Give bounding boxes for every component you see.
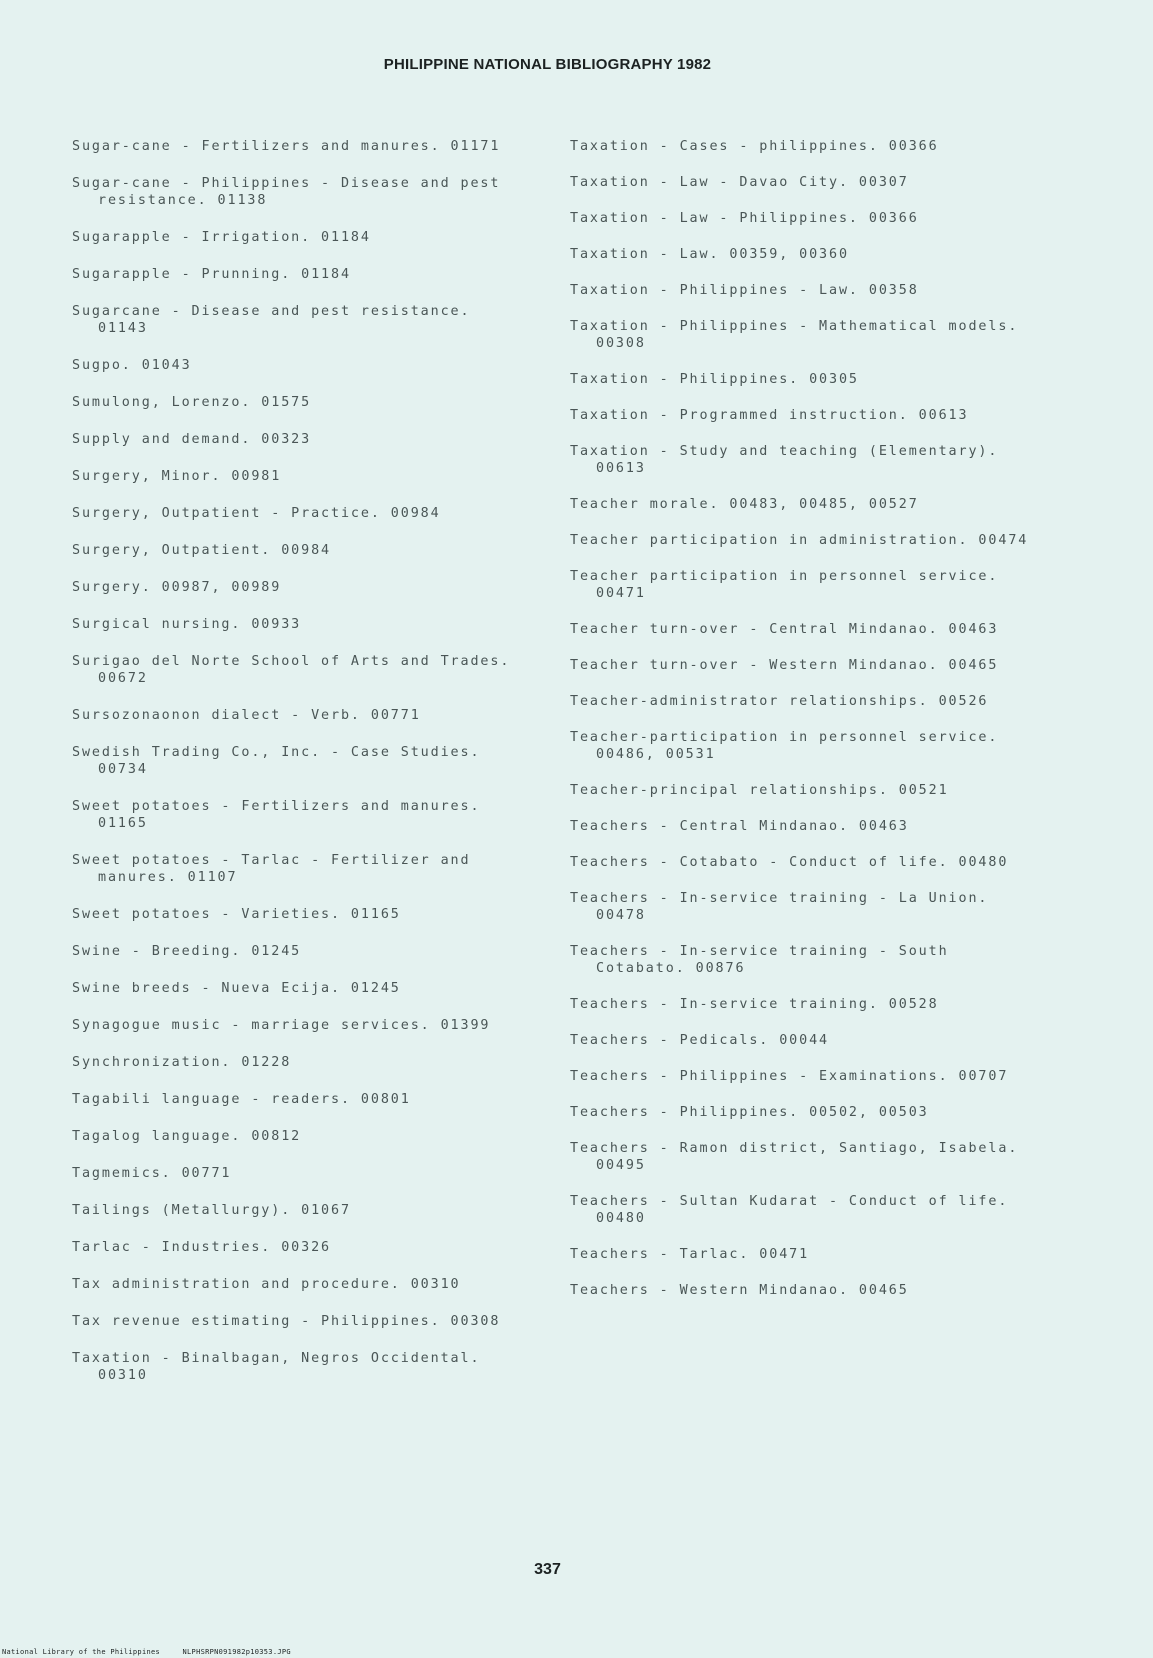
footer	[2, 1648, 309, 1656]
index-entry: Tarlac - Industries. 00326	[72, 1240, 332, 1255]
index-entry: Sugpo. 01043	[72, 358, 192, 373]
index-entry: Teachers - Western Mindanao. 00465	[570, 1283, 909, 1298]
index-entry: Taxation - Law - Philippines. 00366	[570, 211, 919, 226]
index-entry: Tax revenue estimating - Philippines. 00308	[72, 1314, 501, 1329]
index-entry: Taxation - Philippines - Mathematical models. 00308	[570, 319, 1019, 351]
index-entry: Teachers - Philippines - Examinations. 00707	[570, 1069, 1009, 1084]
footer-library: National Library of the Philippines	[2, 1648, 161, 1656]
index-entry: Surgery. 00987, 00989	[72, 580, 282, 595]
index-entry: Teacher-participation in personnel service. 00486, 00531	[570, 730, 999, 762]
index-entry: Taxation - Philippines - Law. 00358	[570, 283, 919, 298]
index-entry: Teachers - Tarlac. 00471	[570, 1247, 810, 1262]
index-entry: Synagogue music - marriage services. 01399	[72, 1018, 491, 1033]
index-entry: Teacher turn-over - Western Mindanao. 00465	[570, 658, 999, 673]
index-entry: Teacher-administrator relationships. 00526	[570, 694, 989, 709]
index-entry: Surgery, Outpatient. 00984	[72, 543, 332, 558]
index-entry: Swine - Breeding. 01245	[72, 944, 302, 959]
index-entry: Sugar-cane - Fertilizers and manures. 01171	[72, 139, 501, 154]
index-entry: Teacher participation in administration. 00474	[570, 533, 1029, 548]
index-entry: Tagalog language. 00812	[72, 1129, 302, 1144]
index-entry: Surigao del Norte School of Arts and Trades. 00672	[72, 654, 511, 686]
index-entry: Teachers - In-service training. 00528	[570, 997, 939, 1012]
index-entry: Teachers - Philippines. 00502, 00503	[570, 1105, 929, 1120]
footer-file: NLPHSRPN091982p10353.JPG	[182, 1648, 291, 1656]
index-entry: Taxation - Study and teaching (Elementary). 00613	[570, 444, 999, 476]
index-entry: Teachers - Central Mindanao. 00463	[570, 819, 909, 834]
index-entry: Tax administration and procedure. 00310	[72, 1277, 461, 1292]
index-entry: Teachers - Sultan Kudarat - Conduct of life. 00480	[570, 1194, 1009, 1226]
index-entry: Sumulong, Lorenzo. 01575	[72, 395, 312, 410]
index-entry: Swine breeds - Nueva Ecija. 01245	[72, 981, 401, 996]
index-entry: Taxation - Cases - philippines. 00366	[570, 139, 939, 154]
left-column	[72, 138, 512, 1404]
index-entry: Sweet potatoes - Tarlac - Fertilizer and manures. 01107	[72, 853, 471, 885]
index-entry: Tagmemics. 00771	[72, 1166, 232, 1181]
index-entry: Sugarcane - Disease and pest resistance. 01143	[72, 304, 471, 336]
index-entry: Taxation - Law - Davao City. 00307	[570, 175, 909, 190]
page-number: 337	[534, 1561, 561, 1578]
index-entry: Tailings (Metallurgy). 01067	[72, 1203, 351, 1218]
index-entry: Taxation - Binalbagan, Negros Occidental. 00310	[72, 1351, 481, 1383]
index-entry: Teachers - In-service training - La Union. 00478	[570, 891, 989, 923]
index-entry: Sursozonaonon dialect - Verb. 00771	[72, 708, 421, 723]
index-entry: Teacher turn-over - Central Mindanao. 00463	[570, 622, 999, 637]
index-entry: Taxation - Law. 00359, 00360	[570, 247, 849, 262]
index-entry: Teacher-principal relationships. 00521	[570, 783, 949, 798]
index-entry: Teacher morale. 00483, 00485, 00527	[570, 497, 919, 512]
right-column	[570, 138, 1040, 1318]
index-entry: Sugarapple - Irrigation. 01184	[72, 230, 371, 245]
index-entry: Taxation - Programmed instruction. 00613	[570, 408, 969, 423]
index-entry: Tagabili language - readers. 00801	[72, 1092, 411, 1107]
index-entry: Surgery, Outpatient - Practice. 00984	[72, 506, 441, 521]
index-entry: Synchronization. 01228	[72, 1055, 292, 1070]
index-entry: Teachers - Ramon district, Santiago, Isabela. 00495	[570, 1141, 1019, 1173]
index-entry: Sweet potatoes - Varieties. 01165	[72, 907, 401, 922]
index-entry: Teachers - In-service training - South Cotabato. 00876	[570, 944, 949, 976]
index-entry: Taxation - Philippines. 00305	[570, 372, 859, 387]
index-entry: Surgical nursing. 00933	[72, 617, 302, 632]
index-entry: Sugar-cane - Philippines - Disease and pest resistance. 01138	[72, 176, 501, 208]
index-entry: Sweet potatoes - Fertilizers and manures. 01165	[72, 799, 481, 831]
index-entry: Teachers - Cotabato - Conduct of life. 00480	[570, 855, 1009, 870]
index-entry: Teachers - Pedicals. 00044	[570, 1033, 830, 1048]
index-entry: Surgery, Minor. 00981	[72, 469, 282, 484]
index-entry: Swedish Trading Co., Inc. - Case Studies. 00734	[72, 745, 481, 777]
index-entry: Sugarapple - Prunning. 01184	[72, 267, 351, 282]
index-entry: Teacher participation in personnel service. 00471	[570, 569, 999, 601]
index-entry: Supply and demand. 00323	[72, 432, 312, 447]
page-title: PHILIPPINE NATIONAL BIBLIOGRAPHY 1982	[383, 56, 712, 73]
